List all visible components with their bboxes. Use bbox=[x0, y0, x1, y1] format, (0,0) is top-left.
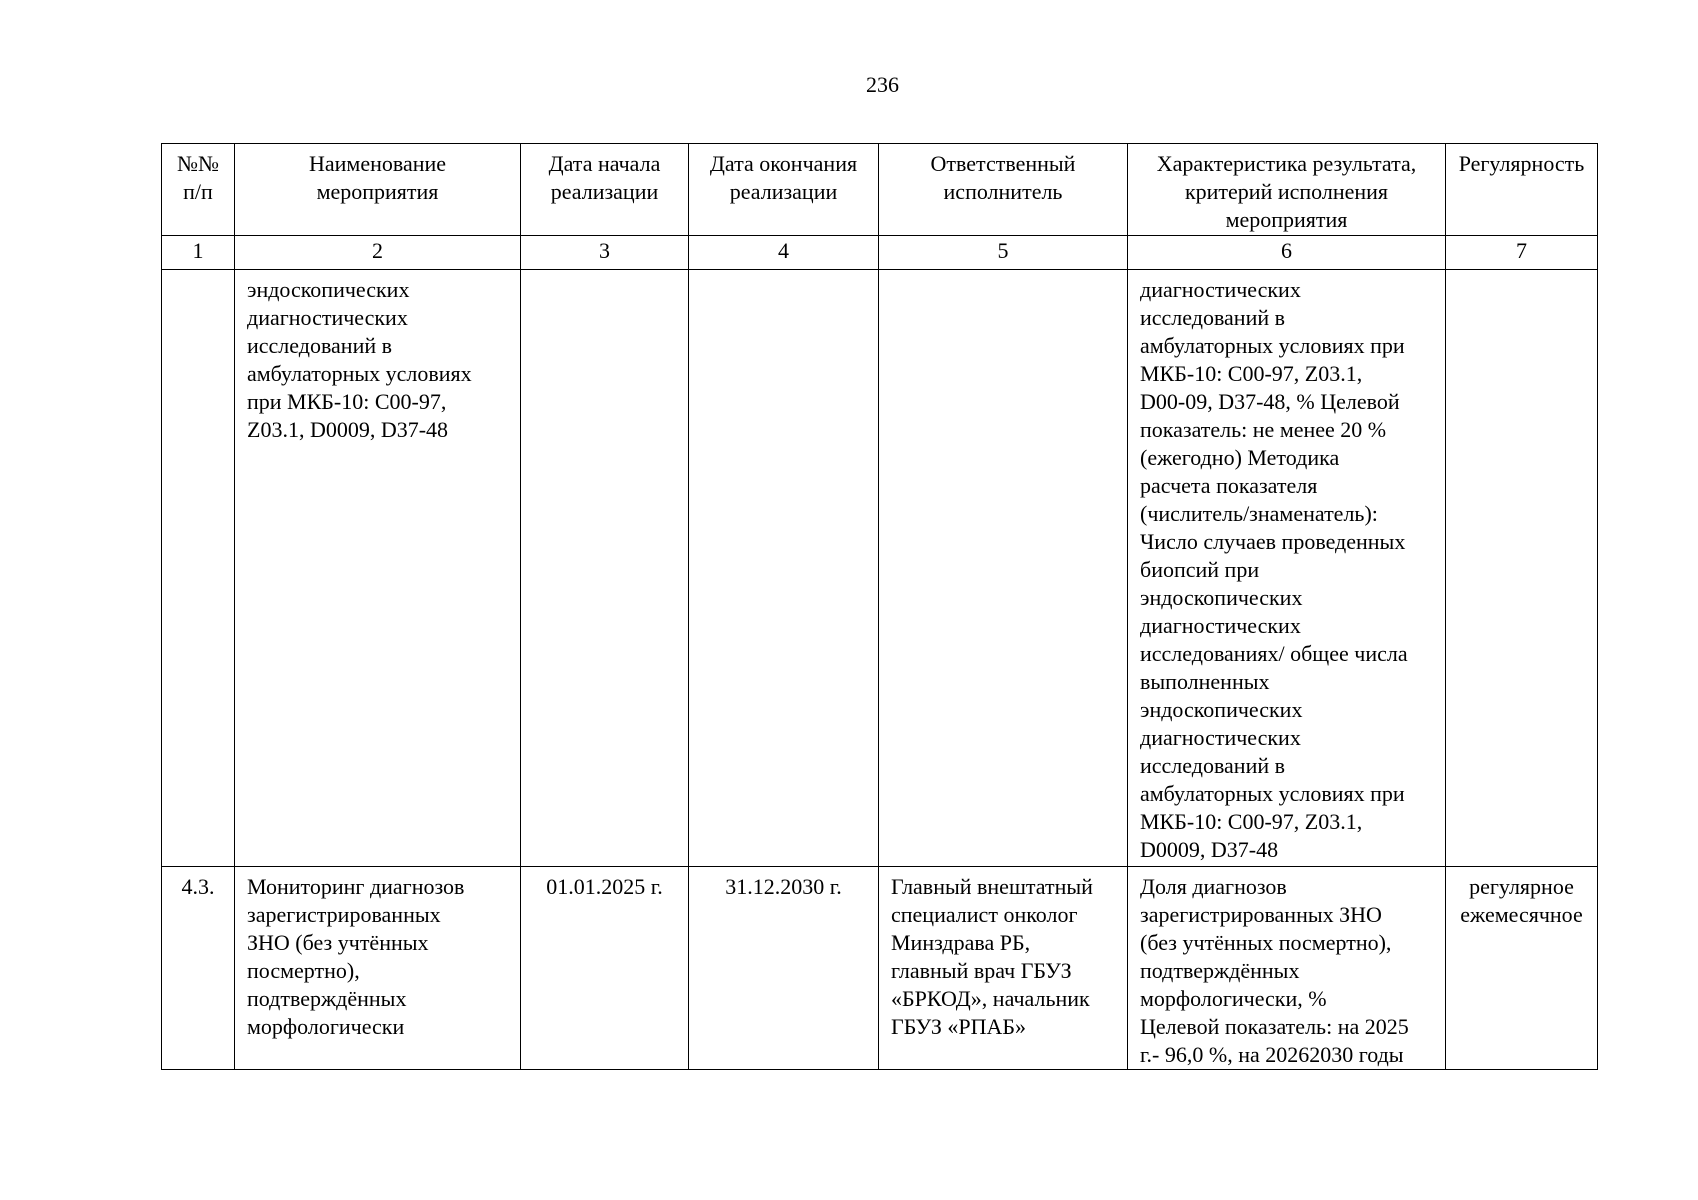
page-number: 236 bbox=[866, 72, 899, 97]
column-number: 2 bbox=[235, 236, 521, 270]
result-description: диагностических исследований в амбулаторных условиях при МКБ-10: С00-97, Z03.1, D00-09, D37-48, % Целевой показатель: не менее 20 % (ежегодно) Методика расчета показателя (числитель/знаменатель): Число случаев проведенных биопсий при эндоскопических диагностических исследованиях/ общее числа выполненных эндоскопических диагностических исследований в амбулаторных условиях при МКБ-10: С00-97, Z03.1, D0009, D37-48 bbox=[1140, 277, 1408, 862]
result-cell bbox=[1128, 867, 1446, 1070]
row-number-cell bbox=[162, 270, 235, 867]
end-date: 31.12.2030 г. bbox=[725, 874, 842, 899]
header-end-date-label: Дата окончания реализации bbox=[709, 151, 858, 204]
result-cell bbox=[1128, 270, 1446, 867]
header-activity-name bbox=[235, 144, 521, 236]
regularity bbox=[1446, 270, 1597, 276]
header-responsible bbox=[879, 144, 1128, 236]
header-number bbox=[162, 144, 235, 236]
header-result bbox=[1128, 144, 1446, 236]
header-end-date bbox=[689, 144, 879, 236]
table-row bbox=[162, 867, 1598, 1070]
result-description: Доля диагнозов зарегистрированных ЗНО (без учтённых посмертно), подтверждённых морфологически, % Целевой показатель: на 2025 г.- 96,0 %, на 20262030 годы bbox=[1140, 874, 1409, 1067]
responsible-cell bbox=[879, 270, 1128, 867]
column-number: 7 bbox=[1446, 236, 1598, 270]
header-regularity bbox=[1446, 144, 1598, 236]
responsible bbox=[879, 270, 1127, 276]
column-number: 6 bbox=[1128, 236, 1446, 270]
start-date: 01.01.2025 г. bbox=[546, 874, 663, 899]
regularity-cell bbox=[1446, 867, 1598, 1070]
row-number-cell bbox=[162, 867, 235, 1070]
column-number: 4 bbox=[689, 236, 879, 270]
end-date-cell bbox=[689, 270, 879, 867]
header-number-label: №№ п/п bbox=[177, 151, 219, 204]
table-header-row bbox=[162, 144, 1598, 236]
start-date-cell bbox=[521, 270, 689, 867]
column-number: 3 bbox=[521, 236, 689, 270]
activities-table bbox=[161, 143, 1598, 1070]
end-date bbox=[689, 270, 878, 276]
header-result-label: Характеристика результата, критерий исполнения мероприятия bbox=[1156, 151, 1417, 232]
column-number: 5 bbox=[879, 236, 1128, 270]
header-regularity-label: Регулярность bbox=[1458, 151, 1585, 176]
row-number: 4.3. bbox=[181, 874, 215, 899]
header-responsible-label: Ответственный исполнитель bbox=[930, 151, 1076, 204]
header-start-date bbox=[521, 144, 689, 236]
header-activity-name-label: Наименование мероприятия bbox=[308, 151, 447, 204]
end-date-cell bbox=[689, 867, 879, 1070]
table-row bbox=[162, 270, 1598, 867]
regularity: регулярное ежемесячное bbox=[1460, 874, 1583, 927]
column-number-row bbox=[162, 236, 1598, 270]
activity-name-cell bbox=[235, 867, 521, 1070]
activity-name: Мониторинг диагнозов зарегистрированных ЗНО (без учтённых посмертно), подтверждённых морфологически bbox=[247, 874, 465, 1039]
header-start-date-label: Дата начала реализации bbox=[548, 151, 661, 204]
start-date bbox=[521, 270, 688, 276]
responsible: Главный внештатный специалист онколог Минздрава РБ, главный врач ГБУЗ «БРКОД», начальник ГБУЗ «РПАБ» bbox=[891, 874, 1093, 1039]
activity-name-cell bbox=[235, 270, 521, 867]
start-date-cell bbox=[521, 867, 689, 1070]
responsible-cell bbox=[879, 867, 1128, 1070]
activity-name: эндоскопических диагностических исследований в амбулаторных условиях при МКБ-10: С00-97, Z03.1, D0009, D37-48 bbox=[247, 277, 472, 442]
regularity-cell bbox=[1446, 270, 1598, 867]
column-number: 1 bbox=[162, 236, 235, 270]
row-number bbox=[162, 270, 234, 276]
